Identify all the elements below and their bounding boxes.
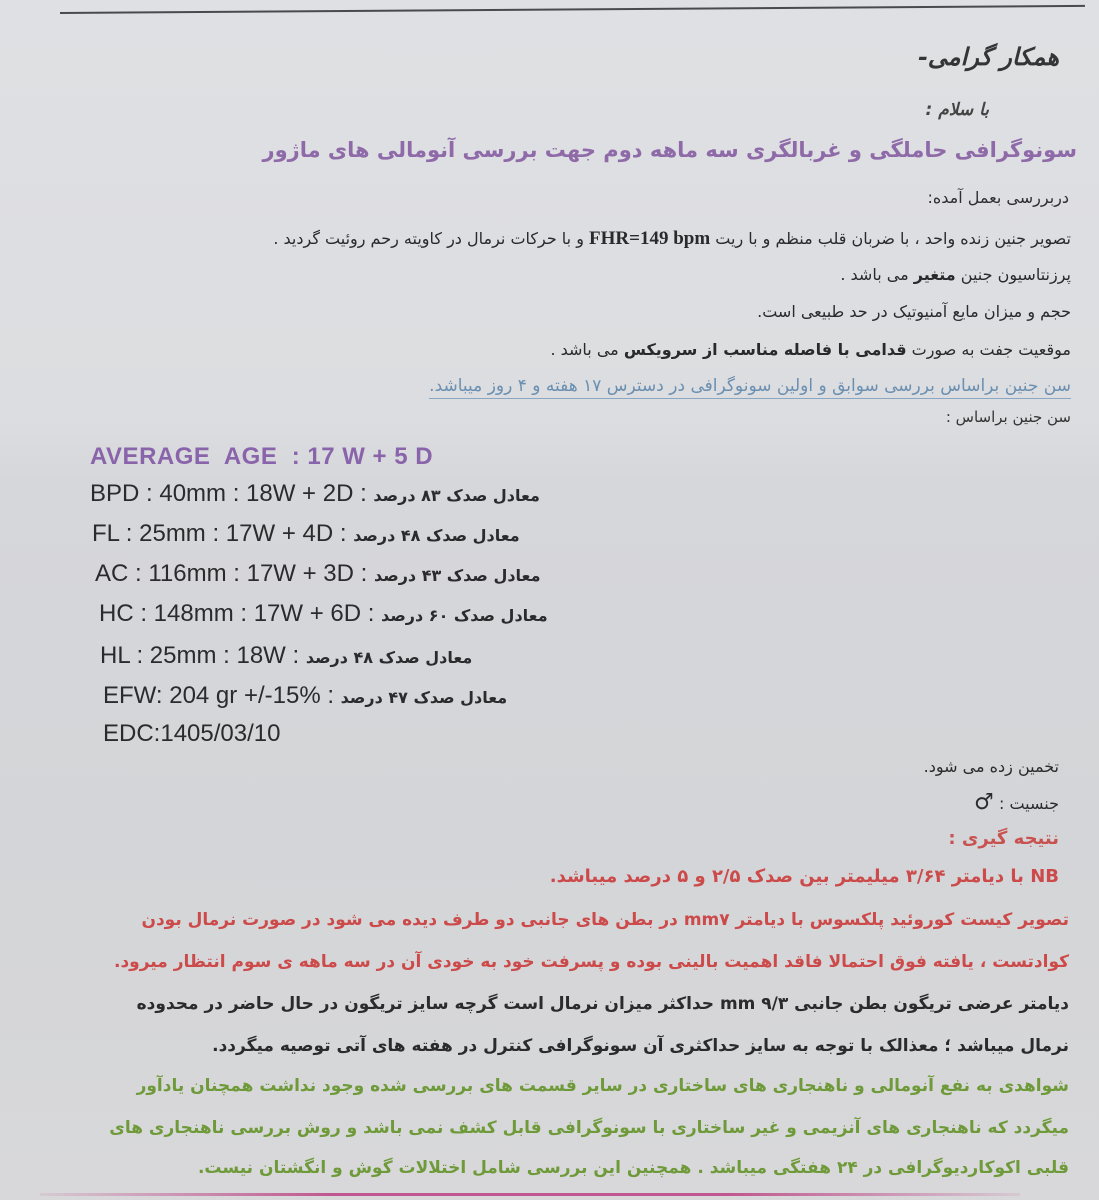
conclusion-trigone-line-2: نرمال میباشد ؛ معذالک با توجه به سایز حداکثری آن سونوگرافی کنترل در هفته های آتی توصیه میگردد. [212,1036,1069,1056]
conclusion-choroid-line-2: کوادتست ، یافته فوق احتمالا فاقد اهمیت بالینی بوده و پسرفت خود به خودی آن در سه ماهه ی سوم انتظار میرود. [113,952,1069,972]
measurement-value: AC : 116mm : 17W + 3D : [95,560,374,587]
fhr-value: FHR=149 bpm [589,228,711,249]
percentile-text: معادل صدک ۴۸ درصد [305,648,473,667]
measurement-ac [95,560,540,588]
age-history: سن جنین براساس بررسی سوابق و اولین سونوگرافی در دسترس ۱۷ هفته و ۴ روز میباشد. [429,376,1071,399]
conclusion-choroid-line-1: تصویر کیست کوروئید پلکسوس با دیامتر mm۷ در بطن های جانبی دو طرف دیده می شود در صورت نرمال بودن [141,910,1069,930]
measurement-bpd [90,480,540,508]
measurement-value: FL : 25mm : 17W + 4D : [92,520,354,547]
measurement-edc [103,720,280,748]
gender-line [974,790,1059,815]
measurement-hl [100,642,472,670]
measurement-value: EFW: 204 gr +/-15% : [103,682,341,709]
conclusion-nb: NB با دیامتر ۳/۶۴ میلیمتر بین صدک ۲/۵ و ۵ درصد میباشد. [549,866,1059,887]
finding-text: می باشد . [550,340,624,359]
conclusion-trigone-line-1: دیامتر عرضی تریگون بطن جانبی mm ۹/۳ حداکثر میزان نرمال است گرچه سایز تریگون در حال حاضر در محدوده [136,994,1069,1014]
percentile-text: معادل صدک ۶۰ درصد [381,606,548,625]
measurement-hc [99,600,548,628]
percentile-text: معادل صدک ۴۸ درصد [353,526,520,545]
intro-label: دربررسی بعمل آمده: [927,188,1069,207]
greeting: با سلام : [925,100,989,120]
measurement-efw [103,682,507,710]
finding-text: تصویر جنین زنده واحد ، با ضربان قلب منظم و با ریت [710,229,1071,248]
finding-text: موقعیت جفت به صورت [906,340,1071,359]
percentile-text: معادل صدک ۸۳ درصد [373,486,540,505]
finding-placenta [550,340,1071,359]
edc-value: EDC:1405/03/10 [103,720,281,747]
estimate-text: تخمین زده می شود. [923,757,1059,776]
finding-text: حجم و میزان مایع آمنیوتیک در حد طبیعی است. [757,302,1071,321]
header-rule [60,5,1085,14]
placenta-value: قدامی با فاصله مناسب از سرویکس [623,340,907,359]
measurement-value: HC : 148mm : 17W + 6D : [99,600,382,627]
gender-label: جنسیت : [993,794,1059,813]
conclusion-note-line-1: شواهدی به نفع آنومالی و ناهنجاری های ساختاری در سایر قسمت های بررسی شده وجود نداشت همچنان یادآور [136,1076,1069,1096]
conclusion-note-line-3: قلبی اکوکاردیوگرافی در ۲۴ هفتگی میباشد . همچنین این بررسی شامل اختلالات گوش و انگشتان نیست. [197,1158,1069,1178]
measurement-value: HL : 25mm : 18W : [100,642,306,669]
finding-presentation [840,265,1071,284]
conclusion-note-line-2: میگردد که ناهنجاری های آنزیمی و غیر ساختاری با سونوگرافی قابل کشف نمی باشد و روش بررسی ناهنجاری های [109,1118,1069,1138]
average-age: AVERAGE AGE : 17 W + 5 D [90,443,434,470]
finding-heartbeat [273,228,1071,250]
finding-text: و با حرکات نرمال در کاویته رحم روئیت گردید . [273,229,590,248]
conclusion-heading: نتیجه گیری : [948,828,1059,849]
age-basis-label: سن جنین براساس : [945,408,1071,426]
footer-rule [40,1193,1020,1196]
percentile-text: معادل صدک ۴۷ درصد [340,688,508,707]
finding-text: پرزنتاسیون جنین [955,265,1071,284]
finding-amniotic [757,302,1071,321]
salutation: همکار گرامی- [917,42,1059,71]
measurement-value: BPD : 40mm : 18W + 2D : [90,480,374,507]
finding-text: می باشد . [840,265,914,284]
report-title: سونوگرافی حاملگی و غربالگری سه ماهه دوم جهت بررسی آنومالی های ماژور [262,138,1077,162]
presentation-value: متغیر [913,265,956,284]
measurement-fl [92,520,520,548]
male-symbol-icon: ♂ [974,790,994,815]
percentile-text: معادل صدک ۴۳ درصد [373,566,541,585]
